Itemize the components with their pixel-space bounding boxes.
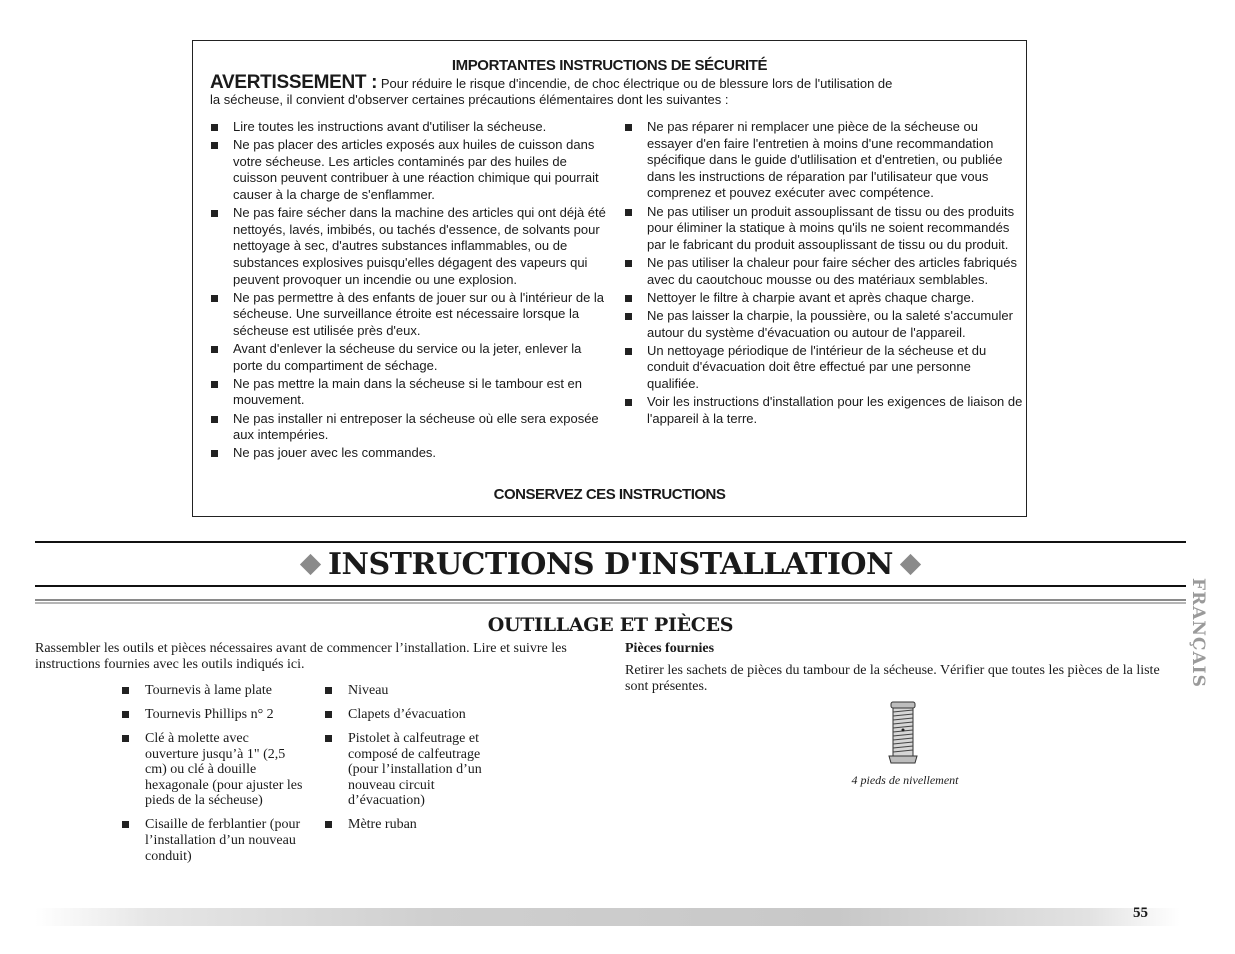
intro-paragraph: Rassembler les outils et pièces nécessaires avant de commencer l’installation. Lire et suivre les instructions fournies avec les outils indiqués ici.: [35, 641, 567, 672]
warning-text-2: la sécheuse, il convient d'observer certaines précautions élémentaires dont les suivantes :: [210, 92, 729, 107]
page-title: [35, 543, 1186, 585]
square-bullet-icon: [625, 209, 632, 216]
square-bullet-icon: [625, 124, 632, 131]
list-item: Ne pas réparer ni remplacer une pièce de la sécheuse ou essayer d'en faire l'entretien à moins d'une recommandation spécifique dans le guide d'utlilisation et d'entretien, ou publiée dans les instructions de réparation par l'utilisateur que vous comprenez et pouvez exécuter avec compétence.: [623, 119, 1023, 202]
square-bullet-icon: [625, 348, 632, 355]
section-divider: [35, 599, 1186, 604]
list-item: Ne pas mettre la main dans la sécheuse si le tambour est en mouvement.: [209, 376, 609, 409]
list-item: Cisaille de ferblantier (pour l’installation d’un nouveau conduit): [120, 817, 305, 864]
tools-list-left: [120, 683, 305, 873]
square-bullet-icon: [625, 313, 632, 320]
list-item: Nettoyer le filtre à charpie avant et après chaque charge.: [623, 290, 1023, 307]
list-item: Voir les instructions d'installation pour les exigences de liaison de l'appareil à la terre.: [623, 394, 1023, 427]
diamond-icon: [300, 553, 321, 574]
square-bullet-icon: [211, 381, 218, 388]
safety-list-right: [623, 119, 1023, 429]
tools-list-right: [323, 683, 508, 841]
square-bullet-icon: [625, 295, 632, 302]
square-bullet-icon: [625, 260, 632, 267]
foot-caption: 4 pieds de nivellement: [851, 773, 959, 787]
title-rule-bottom: [35, 585, 1186, 587]
list-item: Tournevis Phillips n° 2: [120, 707, 305, 723]
list-item: Clé à molette avec ouverture jusqu’à 1" (2,5 cm) ou clé à douille hexagonale (pour ajuster les pieds de la sécheuse): [120, 731, 305, 809]
list-item: Lire toutes les instructions avant d'utiliser la sécheuse.: [209, 119, 609, 136]
safety-title: IMPORTANTES INSTRUCTIONS DE SÉCURITÉ: [451, 57, 768, 74]
square-bullet-icon: [211, 416, 218, 423]
safety-list-left: [209, 119, 609, 464]
section-title: OUTILLAGE ET PIÈCES: [487, 614, 734, 636]
square-bullet-icon: [122, 735, 129, 742]
list-item: Clapets d’évacuation: [323, 707, 508, 723]
square-bullet-icon: [211, 450, 218, 457]
warning-paragraph: [210, 72, 1000, 108]
parts-paragraph: Retirer les sachets de pièces du tambour de la sécheuse. Vérifier que toutes les pièces de la liste sont présentes.: [625, 663, 1160, 694]
parts-heading: Pièces fournies: [625, 641, 715, 656]
square-bullet-icon: [211, 124, 218, 131]
square-bullet-icon: [325, 711, 332, 718]
list-item: Niveau: [323, 683, 508, 699]
language-side-label: FRANÇAIS: [1188, 578, 1208, 688]
diamond-icon: [900, 553, 921, 574]
square-bullet-icon: [122, 711, 129, 718]
page-title-text: INSTRUCTIONS D'INSTALLATION: [328, 546, 893, 582]
warning-lead: AVERTISSEMENT :: [210, 72, 378, 93]
list-item: Ne pas utiliser un produit assouplissant de tissu ou des produits pour éliminer la statique à moins qu'ils ne soient recommandés par le fabricant du produit assouplissant de tissu ou du produit.: [623, 204, 1023, 254]
square-bullet-icon: [211, 295, 218, 302]
list-item: Ne pas placer des articles exposés aux huiles de cuisson dans votre sécheuse. Les articles contaminés par des huiles de cuisson peuvent contribuer à une réaction chimique qui pourrait causer à la charge de s'enflammer.: [209, 137, 609, 203]
list-item: Un nettoyage périodique de l'intérieur de la sécheuse et du conduit d'évacuation doit être effectué par une personne qualifiée.: [623, 343, 1023, 393]
warning-text-1: Pour réduire le risque d'incendie, de choc électrique ou de blessure lors de l'utilisation de: [377, 76, 893, 91]
list-item: Avant d'enlever la sécheuse du service ou la jeter, enlever la porte du compartiment de séchage.: [209, 341, 609, 374]
list-item: Ne pas installer ni entreposer la sécheuse où elle sera exposée aux intempéries.: [209, 411, 609, 444]
footer-bar: [35, 908, 1180, 926]
list-item: Mètre ruban: [323, 817, 508, 833]
list-item: Ne pas permettre à des enfants de jouer sur ou à l'intérieur de la sécheuse. Une surveillance étroite est nécessaire lorsque la sécheuse est utilisée près d'eux.: [209, 290, 609, 340]
square-bullet-icon: [211, 142, 218, 149]
safety-instructions-box: [192, 40, 1027, 517]
square-bullet-icon: [325, 821, 332, 828]
leveling-foot-icon: [885, 700, 921, 766]
square-bullet-icon: [122, 821, 129, 828]
keep-instructions-label: CONSERVEZ CES INSTRUCTIONS: [493, 486, 726, 503]
square-bullet-icon: [325, 687, 332, 694]
list-item: Ne pas faire sécher dans la machine des articles qui ont déjà été nettoyés, lavés, imbibés, ou tachés d'essence, de solvants pour nettoyage à sec, d'autres substances inflammables, ou de substances explosives puisqu'elles dégagent des vapeurs qui peuvent provoquer un incendie ou une explosion.: [209, 205, 609, 288]
list-item: Ne pas laisser la charpie, la poussière, ou la saleté s'accumuler autour du système d'évacuation ou autour de l'appareil.: [623, 308, 1023, 341]
square-bullet-icon: [122, 687, 129, 694]
page-number: 55: [1133, 905, 1148, 921]
square-bullet-icon: [325, 735, 332, 742]
square-bullet-icon: [211, 346, 218, 353]
square-bullet-icon: [625, 399, 632, 406]
list-item: Ne pas utiliser la chaleur pour faire sécher des articles fabriqués avec du caoutchouc mousse ou des matériaux semblables.: [623, 255, 1023, 288]
list-item: Tournevis à lame plate: [120, 683, 305, 699]
list-item: Pistolet à calfeutrage et composé de calfeutrage (pour l’installation d’un nouveau circuit d’évacuation): [323, 731, 508, 809]
list-item: Ne pas jouer avec les commandes.: [209, 445, 609, 462]
square-bullet-icon: [211, 210, 218, 217]
